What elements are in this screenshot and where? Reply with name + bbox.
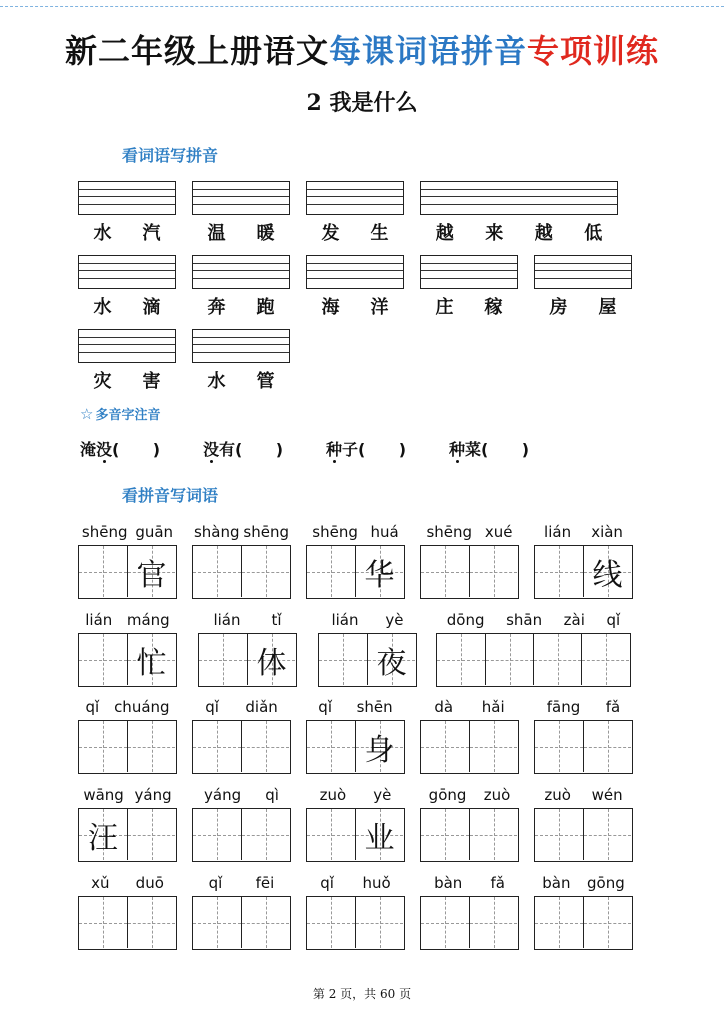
star-icon: ☆ — [80, 405, 94, 423]
word-char: 发 — [321, 223, 340, 244]
pinyin-syllable: yè — [373, 786, 392, 804]
tianzige-cell[interactable] — [367, 634, 415, 685]
tianzige-grid[interactable] — [306, 808, 405, 862]
given-character: 夜 — [376, 645, 407, 681]
section-title-write-words: 看拼音写词语 — [122, 486, 219, 505]
pinyin-label — [78, 523, 177, 541]
pinyin-syllable: yè — [385, 611, 404, 629]
word-characters — [78, 367, 176, 393]
tianzige-grid[interactable] — [78, 633, 177, 687]
tianzige-cell[interactable] — [241, 546, 289, 597]
word-characters — [420, 293, 518, 319]
given-character — [470, 809, 517, 860]
pinyin-syllable: zuò — [483, 786, 511, 804]
pinyin-syllable: wāng — [83, 786, 124, 804]
word-char: 房 — [549, 297, 568, 318]
given-character: 华 — [364, 557, 395, 593]
given-character — [79, 897, 127, 948]
pinyin-label — [306, 786, 405, 804]
pinyin-writing-lines[interactable] — [192, 181, 290, 215]
word-char: 洋 — [370, 297, 389, 318]
pinyin-syllable: xué — [484, 523, 513, 541]
tianzige-cell[interactable] — [437, 634, 485, 685]
polyphone-marked-char: 没 — [96, 440, 113, 459]
given-character — [199, 634, 247, 685]
given-character — [535, 721, 583, 772]
tianzige-cell[interactable] — [127, 809, 175, 860]
pinyin-syllable: lián — [331, 611, 359, 629]
word-char: 暖 — [256, 223, 275, 244]
pinyin-label — [318, 611, 417, 629]
pinyin-syllable: xiàn — [591, 523, 623, 541]
tianzige-cell[interactable] — [79, 721, 127, 772]
pinyin-syllable: bàn — [434, 874, 463, 892]
pinyin-label — [78, 874, 177, 892]
tianzige-cell[interactable] — [583, 721, 631, 772]
pinyin-syllable: gōng — [587, 874, 625, 892]
pinyin-syllable: guān — [135, 523, 174, 541]
tianzige-grid[interactable] — [192, 720, 291, 774]
pinyin-label — [78, 611, 177, 629]
tianzige-cell[interactable] — [355, 897, 403, 948]
tianzige-grid[interactable] — [306, 896, 405, 950]
given-character — [421, 809, 469, 860]
tianzige-cell[interactable] — [193, 897, 241, 948]
tianzige-cell[interactable] — [583, 546, 631, 597]
pinyin-syllable: xǔ — [91, 874, 110, 892]
pinyin-syllable: dōng — [446, 611, 485, 629]
tianzige-grid[interactable] — [318, 633, 417, 687]
given-character: 忙 — [136, 645, 167, 681]
section-title-write-pinyin: 看词语写拼音 — [122, 146, 219, 165]
given-character — [193, 546, 241, 597]
word-char: 稼 — [484, 297, 503, 318]
given-character — [535, 809, 583, 860]
given-character: 汪 — [88, 820, 118, 856]
given-character — [242, 721, 289, 772]
tianzige-grid[interactable] — [198, 633, 297, 687]
pinyin-label — [420, 786, 519, 804]
pinyin-syllable: máng — [126, 611, 170, 629]
word-characters — [78, 219, 176, 245]
tianzige-cell[interactable] — [421, 809, 469, 860]
pinyin-syllable: wén — [591, 786, 623, 804]
pinyin-syllable: dà — [434, 698, 454, 716]
tianzige-cell[interactable] — [485, 634, 533, 685]
tianzige-grid[interactable] — [420, 720, 519, 774]
tianzige-grid[interactable] — [78, 808, 177, 862]
tianzige-grid[interactable] — [192, 896, 291, 950]
word-char: 跑 — [256, 297, 275, 318]
pinyin-syllable: tǐ — [271, 611, 282, 629]
tianzige-cell[interactable] — [469, 721, 517, 772]
pinyin-syllable: fāng — [546, 698, 581, 716]
tianzige-cell[interactable] — [193, 809, 241, 860]
pinyin-syllable: lián — [85, 611, 113, 629]
given-character — [307, 721, 355, 772]
given-character: 线 — [592, 557, 623, 593]
lesson-title: 2 我是什么 — [306, 90, 418, 116]
pinyin-writing-lines[interactable] — [420, 255, 518, 289]
pinyin-writing-lines[interactable] — [78, 255, 176, 289]
tianzige-cell[interactable] — [355, 809, 403, 860]
tianzige-cell[interactable] — [421, 897, 469, 948]
given-character — [470, 721, 517, 772]
tianzige-cell[interactable] — [79, 546, 127, 597]
pinyin-syllable: hǎi — [481, 698, 505, 716]
word-characters — [306, 293, 404, 319]
tianzige-cell[interactable] — [581, 634, 629, 685]
pinyin-syllable: qǐ — [208, 874, 223, 892]
word-char: 水 — [93, 297, 112, 318]
given-character — [319, 634, 367, 685]
tianzige-cell[interactable] — [535, 721, 583, 772]
pinyin-label — [192, 786, 291, 804]
word-char: 滴 — [142, 297, 161, 318]
given-character: 业 — [364, 820, 395, 856]
tianzige-grid[interactable] — [306, 545, 405, 599]
word-characters — [534, 293, 632, 319]
tianzige-cell[interactable] — [247, 634, 295, 685]
pinyin-syllable: shān — [506, 611, 543, 629]
title-part-blue: 每课词语拼音 — [328, 32, 527, 70]
pinyin-syllable: fǎ — [605, 698, 621, 716]
pinyin-label — [78, 786, 177, 804]
polyphone-item — [203, 437, 283, 460]
word-characters — [192, 367, 290, 393]
tianzige-grid[interactable] — [78, 896, 177, 950]
tianzige-grid[interactable] — [534, 545, 633, 599]
word-char: 低 — [584, 223, 603, 244]
pinyin-syllable: chuáng — [114, 698, 170, 716]
title-part-red: 专项训练 — [527, 32, 660, 70]
tianzige-cell[interactable] — [307, 897, 355, 948]
polyphone-item — [449, 437, 529, 460]
given-character — [79, 634, 127, 685]
given-character — [470, 897, 517, 948]
word-char: 汽 — [142, 223, 161, 244]
pinyin-label — [192, 523, 291, 541]
pinyin-writing-lines[interactable] — [534, 255, 632, 289]
pinyin-syllable: yáng — [134, 786, 172, 804]
tianzige-cell[interactable] — [469, 897, 517, 948]
pinyin-syllable: qǐ — [205, 698, 219, 716]
tianzige-cell[interactable] — [535, 897, 583, 948]
section-title-polyphone — [80, 404, 160, 423]
pinyin-writing-lines[interactable] — [192, 329, 290, 363]
word-char: 生 — [370, 223, 389, 244]
tianzige-grid[interactable] — [306, 720, 405, 774]
pinyin-label — [192, 874, 291, 892]
given-character — [79, 721, 127, 772]
word-characters — [306, 219, 404, 245]
given-character — [193, 721, 241, 772]
section-title-polyphone-text: 多音字注音 — [95, 408, 161, 423]
given-character — [79, 546, 127, 597]
tianzige-cell[interactable] — [199, 634, 247, 685]
pinyin-writing-lines[interactable] — [306, 181, 404, 215]
pinyin-syllable: huǒ — [362, 874, 391, 892]
tianzige-cell[interactable] — [533, 634, 581, 685]
given-character — [307, 809, 355, 860]
given-character — [128, 897, 175, 948]
tianzige-grid[interactable] — [534, 896, 633, 950]
tianzige-grid[interactable] — [420, 896, 519, 950]
tianzige-grid[interactable] — [436, 633, 631, 687]
word-char: 越 — [435, 223, 454, 244]
given-character — [437, 634, 485, 685]
given-character — [470, 546, 517, 597]
tianzige-cell[interactable] — [193, 721, 241, 772]
pinyin-syllable: shēng — [243, 523, 290, 541]
given-character — [128, 809, 175, 860]
pinyin-syllable: bàn — [542, 874, 571, 892]
pinyin-label — [420, 874, 519, 892]
pinyin-label — [534, 874, 633, 892]
polyphone-marked-char: 种 — [449, 440, 466, 459]
tianzige-cell[interactable] — [307, 721, 355, 772]
given-character — [421, 546, 469, 597]
tianzige-cell[interactable] — [127, 546, 175, 597]
pinyin-syllable: qǐ — [318, 698, 332, 716]
pinyin-syllable: lián — [544, 523, 572, 541]
pinyin-syllable: diǎn — [245, 698, 278, 716]
given-character — [486, 634, 533, 685]
pinyin-label — [306, 523, 405, 541]
tianzige-cell[interactable] — [469, 809, 517, 860]
tianzige-grid[interactable] — [78, 720, 177, 774]
word-char: 庄 — [435, 297, 454, 318]
polyphone-item — [326, 437, 406, 460]
pinyin-syllable: fēi — [255, 874, 275, 892]
given-character — [421, 897, 469, 948]
tianzige-grid[interactable] — [192, 545, 291, 599]
polyphone-answer-blank[interactable]: 有( ) — [219, 440, 284, 459]
pinyin-label — [198, 611, 297, 629]
tianzige-cell[interactable] — [241, 897, 289, 948]
given-character — [584, 897, 631, 948]
given-character — [193, 809, 241, 860]
given-character: 官 — [136, 557, 167, 593]
polyphone-marked-char: 没 — [203, 440, 220, 459]
tianzige-cell[interactable] — [241, 809, 289, 860]
pinyin-writing-lines[interactable] — [192, 255, 290, 289]
tianzige-cell[interactable] — [127, 634, 175, 685]
given-character — [534, 634, 581, 685]
tianzige-cell[interactable] — [241, 721, 289, 772]
pinyin-writing-lines[interactable] — [78, 329, 176, 363]
pinyin-syllable: qì — [265, 786, 279, 804]
tianzige-cell[interactable] — [79, 897, 127, 948]
tianzige-grid[interactable] — [534, 720, 633, 774]
polyphone-answer-blank[interactable]: 菜( ) — [465, 440, 530, 459]
word-char: 屋 — [598, 297, 617, 318]
tianzige-cell[interactable] — [421, 721, 469, 772]
tianzige-cell[interactable] — [79, 634, 127, 685]
pinyin-syllable: yáng — [204, 786, 242, 804]
word-characters — [78, 293, 176, 319]
pinyin-writing-lines[interactable] — [420, 181, 618, 215]
tianzige-cell[interactable] — [193, 546, 241, 597]
tianzige-cell[interactable] — [307, 809, 355, 860]
tianzige-cell[interactable] — [535, 809, 583, 860]
tianzige-cell[interactable] — [79, 809, 127, 860]
pinyin-label — [534, 786, 633, 804]
given-character — [535, 546, 583, 597]
word-char: 海 — [321, 297, 340, 318]
tianzige-cell[interactable] — [127, 897, 175, 948]
tianzige-grid[interactable] — [78, 545, 177, 599]
given-character: 体 — [256, 645, 287, 681]
pinyin-label — [534, 698, 633, 716]
word-char: 管 — [256, 371, 275, 392]
word-characters — [192, 219, 290, 245]
pinyin-label — [420, 698, 519, 716]
pinyin-syllable: fǎ — [490, 874, 505, 892]
pinyin-syllable: duō — [135, 874, 164, 892]
tianzige-grid[interactable] — [420, 545, 519, 599]
pinyin-syllable: zuò — [319, 786, 347, 804]
tianzige-cell[interactable] — [355, 721, 403, 772]
top-divider — [0, 6, 724, 7]
given-character — [421, 721, 469, 772]
given-character — [535, 897, 583, 948]
given-character — [584, 809, 631, 860]
title-part-black: 新二年级上册语文 — [64, 32, 329, 70]
word-characters — [420, 219, 618, 245]
pinyin-syllable: gōng — [428, 786, 467, 804]
pinyin-label — [306, 698, 405, 716]
tianzige-cell[interactable] — [307, 546, 355, 597]
pinyin-syllable: shàng — [193, 523, 240, 541]
given-character — [307, 897, 355, 948]
polyphone-marked-char: 种 — [326, 440, 343, 459]
pinyin-syllable: huá — [370, 523, 399, 541]
given-character — [356, 897, 403, 948]
word-char: 水 — [207, 371, 226, 392]
given-character — [128, 721, 175, 772]
pinyin-label — [534, 523, 633, 541]
tianzige-cell[interactable] — [319, 634, 367, 685]
given-character — [242, 546, 289, 597]
pinyin-syllable: zuò — [544, 786, 571, 804]
page-title — [0, 26, 724, 72]
polyphone-pre: 淹 — [80, 440, 97, 459]
tianzige-grid[interactable] — [534, 808, 633, 862]
given-character — [242, 897, 289, 948]
pinyin-syllable: shēng — [81, 523, 128, 541]
pinyin-label — [78, 698, 177, 716]
tianzige-cell[interactable] — [535, 546, 583, 597]
pinyin-label — [192, 698, 291, 716]
pinyin-syllable: qǐ — [85, 698, 100, 716]
polyphone-item — [80, 437, 160, 460]
pinyin-syllable: zài — [563, 611, 585, 629]
pinyin-syllable: lián — [213, 611, 241, 629]
tianzige-cell[interactable] — [469, 546, 517, 597]
word-char: 奔 — [207, 297, 226, 318]
pinyin-writing-lines[interactable] — [306, 255, 404, 289]
tianzige-cell[interactable] — [583, 897, 631, 948]
word-char: 来 — [485, 223, 504, 244]
word-char: 水 — [93, 223, 112, 244]
word-characters — [192, 293, 290, 319]
tianzige-cell[interactable] — [127, 721, 175, 772]
tianzige-cell[interactable] — [355, 546, 403, 597]
pinyin-writing-lines[interactable] — [78, 181, 176, 215]
pinyin-syllable: shēn — [356, 698, 393, 716]
word-char: 越 — [534, 223, 553, 244]
page-footer: 第 2 页，共 60 页 — [312, 987, 412, 1001]
tianzige-grid[interactable] — [192, 808, 291, 862]
pinyin-syllable: qǐ — [320, 874, 334, 892]
given-character — [242, 809, 289, 860]
polyphone-answer-blank[interactable]: ( ) — [112, 440, 161, 459]
word-char: 害 — [142, 371, 161, 392]
given-character — [193, 897, 241, 948]
pinyin-label — [436, 611, 631, 629]
given-character — [582, 634, 629, 685]
given-character — [307, 546, 355, 597]
pinyin-syllable: qǐ — [606, 611, 621, 629]
tianzige-grid[interactable] — [420, 808, 519, 862]
polyphone-answer-blank[interactable]: 子( ) — [342, 440, 407, 459]
pinyin-syllable: shēng — [312, 523, 358, 541]
given-character: 身 — [364, 732, 395, 768]
word-char: 温 — [207, 223, 226, 244]
tianzige-cell[interactable] — [583, 809, 631, 860]
given-character — [584, 721, 631, 772]
word-char: 灾 — [93, 371, 112, 392]
pinyin-syllable: shēng — [426, 523, 473, 541]
pinyin-label — [420, 523, 519, 541]
pinyin-label — [306, 874, 405, 892]
tianzige-cell[interactable] — [421, 546, 469, 597]
